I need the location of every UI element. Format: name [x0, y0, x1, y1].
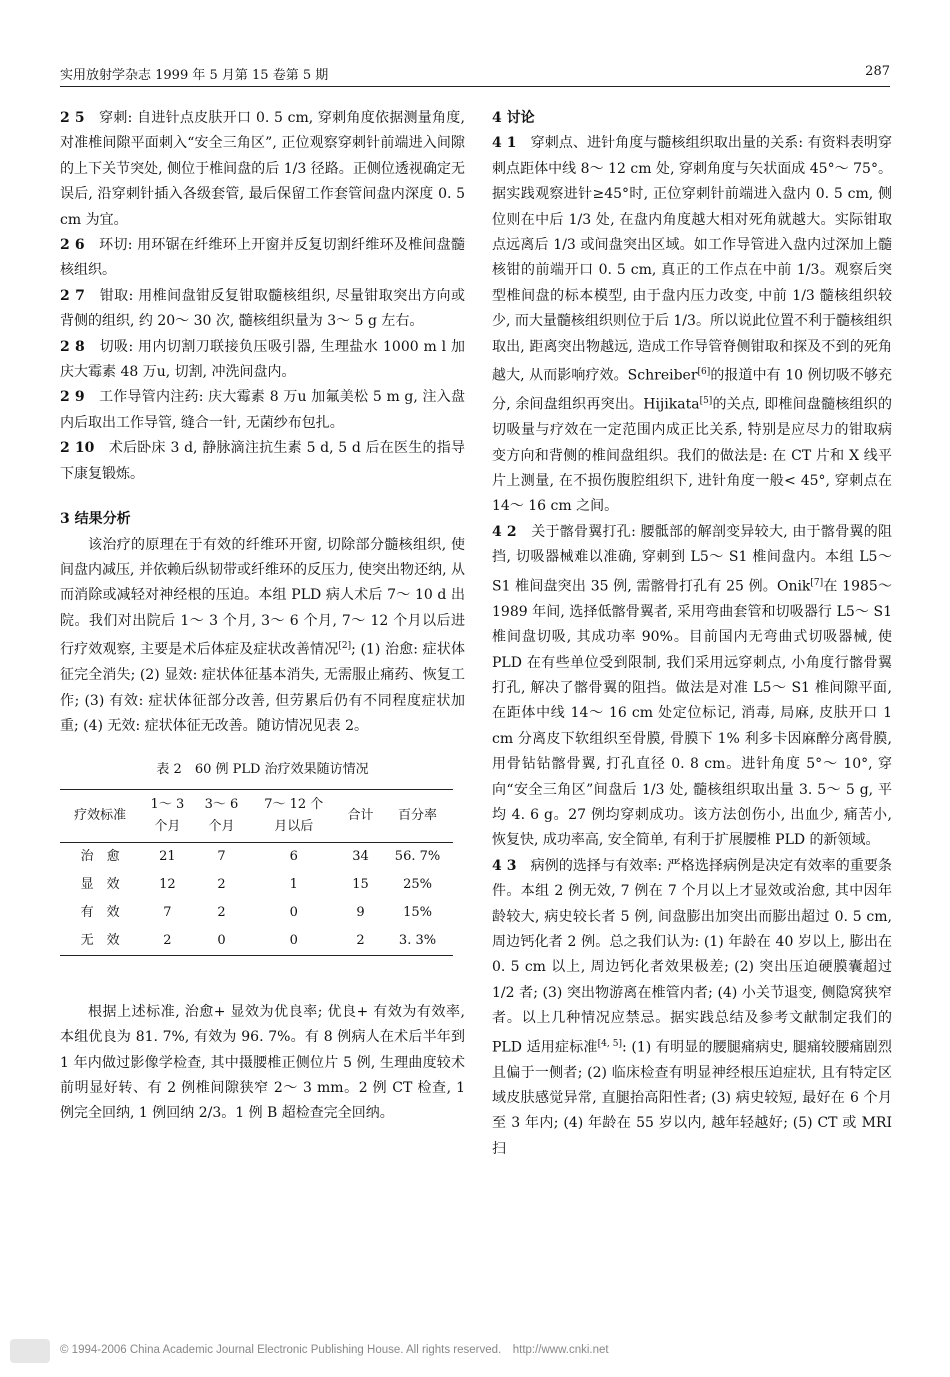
page-number: 287 — [865, 64, 890, 79]
paragraph-text: 术后卧床 3 d, 静脉滴注抗生素 5 d, 5 d 后在医生的指导下康复锻炼。 — [60, 440, 465, 482]
section-3-paragraph-1 — [60, 533, 465, 740]
table-cell: 2 — [163, 932, 172, 948]
table-cell: 有 效 — [80, 904, 120, 920]
table-cell: 显 效 — [80, 876, 120, 892]
paragraph-4-2 — [492, 520, 892, 854]
paragraph-text: 病例的选择与有效率: 严格选择病例是决定有效率的重要条件。本组 2 例无效, 7 例在 7 个月以上才显效或治愈, 其中因年龄较大, 病史较长者 5 例, 间盘膨出加突出而膨出超过 0. 5 cm, 周边钙化者 2 例。总之我们认为: (1) 年龄在 40 岁以上, 膨出在 0. 5 cm 以上, 周边钙化者效果极差; (2) 突出压迫硬膜囊超过 1/2 者; (3) 突出物游离在椎管内者; (4) 小关节退变, 侧隐窝狭窄者。以上几种情况应禁忌。据实践总结及参考文献制定我们的 PLD 适用症标准 — [492, 857, 893, 1056]
table-cell: 25% — [403, 876, 432, 892]
table-cell: 7 — [163, 904, 172, 920]
table-cell: 34 — [352, 848, 369, 864]
paragraph-text: 关于髂骨翼打孔: 腰骶部的解剖变异较大, 由于髂骨翼的阻挡, 切吸器械难以准确, 穿刺到 L5～ S1 椎间盘内。本组 L5～ S1 椎间盘突出 35 例, 需髂骨打孔有 25 例。Onik — [492, 523, 893, 595]
cnki-logo-icon — [10, 1339, 50, 1363]
paragraph-2-8 — [60, 335, 465, 386]
table-row — [60, 871, 453, 899]
table-cell: 12 — [159, 876, 176, 892]
paragraph-text: 的报道中有 10 例切吸不够充分, 余间盘组织再突出。Hijikata — [492, 367, 893, 413]
paragraph-2-9 — [60, 385, 465, 436]
section-number: 2 10 — [60, 440, 95, 457]
table-row — [60, 842, 453, 871]
table-header-cell: 7～ 12 个 月以后 — [264, 796, 324, 834]
citation: [4, 5] — [597, 1038, 623, 1049]
table-cell: 1 — [289, 876, 298, 892]
paragraph-2-5 — [60, 106, 465, 233]
table-cell: 2 — [356, 932, 365, 948]
paragraph-text: 工作导管内注药: 庆大霉素 8 万u 加氟美松 5 m g, 注入盘内后取出工作导管, 缝合一针, 无菌纱布包扎。 — [60, 389, 465, 431]
table-cell: 0 — [289, 904, 298, 920]
paragraph-text: 的关点, 即椎间盘髓核组织的切吸量与疗效在一定范围内成正比关系, 特别是应尽力的钳取病变方向和背侧的椎间盘组织。我们的做法是: 在 CT 片和 X 线平片上测量, 在不损伤腹腔组织下, 进针角度一般< 45°, 穿刺点在 14～ 16 cm 之间。 — [492, 396, 892, 515]
copyright-footer: © 1994-2006 China Academic Journal Electronic Publishing House. All rights reserved. http://www.cnki.net — [60, 1344, 609, 1356]
results-table — [60, 789, 453, 956]
section-number: 2 5 — [60, 110, 85, 126]
table-cell: 56. 7% — [394, 848, 441, 864]
paragraph-4-3 — [492, 854, 892, 1163]
table-cell: 0 — [217, 932, 226, 948]
table-cell: 0 — [289, 932, 298, 948]
paragraph-text: 该治疗的原理在于有效的纤维环开窗, 切除部分髓核组织, 使间盘内减压, 并依赖后纵韧带或纤维环的反压力, 使突出物还纳, 从而消除或减轻对神经根的压迫。本组 PLD 病人术后 7～ 10 d 出院。我们对出院后 1～ 3 个月, 3～ 6 个月, 7～ 12 个月以后进行疗效观察, 主要是术后体症及症状改善情况 — [60, 536, 465, 658]
paragraph-text: ; (1) 治愈: 症状体征完全消失; (2) 显效: 症状体征基本消失, 无需服止痛药、恢复工作; (3) 有效: 症状体征部分改善, 但劳累后仍有不同程度症状加重; (4) 无效: 症状体征无改善。随访情况见表 2。 — [60, 641, 465, 734]
section-number: 4 3 — [492, 857, 517, 874]
section-number: 4 1 — [492, 135, 517, 152]
section-number: 2 6 — [60, 237, 85, 254]
section-number: 2 8 — [60, 338, 85, 355]
table-cell: 无 效 — [80, 932, 120, 948]
paragraph-2-6 — [60, 233, 465, 284]
table-header-row — [60, 789, 453, 842]
table-header-cell: 3～ 6 个月 — [204, 796, 239, 834]
paragraph-text: 在 1985～ 1989 年间, 选择低髂骨翼者, 采用弯曲套管和切吸器行 L5～ S1 椎间盘切吸, 其成功率 90%。目前国内无弯曲式切吸器械, 使 PLD 在有些单位受到限制, 我们采用远穿刺点, 小角度行髂骨翼打孔, 解决了髂骨翼的阻挡。做法是对准 L5～ S1 椎间隙平面, 在距体中线 14～ 16 cm 处定位标记, 消毒, 局麻, 皮肤开口 1 cm 分离皮下软组织至骨膜, 骨膜下 1% 利多卡因麻醉分离骨膜, 用骨钻钻髂骨翼, 打孔直径 0. 8 cm。进针角度 5°～ 10°, 穿向“安全三角区”间盘后 1/3 处, 髓核组织取出量 3. 5～ 5 g, 平均 4. 6 g。27 例均穿刺成功。该方法创伤小, 出血少, 痛苦小, 恢复快, 成功率高, 安全简单, 有利于扩展腰椎 PLD 的新领域。 — [492, 578, 892, 849]
table-cell: 21 — [159, 848, 176, 864]
paragraph-2-7 — [60, 284, 465, 335]
paragraph-text: 穿刺: 自进针点皮肤开口 0. 5 cm, 穿刺角度依据测量角度, 对准椎间隙平面刺入“安全三角区”, 正位观察穿刺针前端进入间隙的上下关节突处, 侧位于椎间盘的后 1/3 径路。正侧位透视确定无误后, 沿穿刺针插入各级套管, 最后保留工作套管间盘内深度 0. 5 cm 为宜。 — [60, 110, 466, 228]
section-4-heading: 4 讨论 — [492, 110, 535, 126]
left-column — [60, 106, 465, 1127]
paragraph-4-1 — [492, 131, 892, 519]
table-cell: 2 — [217, 904, 226, 920]
paragraph-text: 钳取: 用椎间盘钳反复钳取髓核组织, 尽量钳取突出方向或背侧的组织, 约 20～ 30 次, 髓核组织量为 3～ 5 g 左右。 — [60, 287, 466, 330]
journal-title: 实用放射学杂志 1999 年 5 月第 15 卷第 5 期 — [60, 68, 329, 83]
table-header-cell: 百分率 — [398, 807, 438, 823]
paragraph-2-10 — [60, 436, 465, 487]
section-number: 2 9 — [60, 389, 85, 406]
table-row — [60, 927, 453, 956]
table-cell: 7 — [217, 848, 226, 864]
table-caption: 表 2 60 例 PLD 治疗效果随访情况 — [156, 762, 369, 778]
table-header-cell: 合计 — [347, 807, 374, 823]
right-column — [492, 106, 892, 1162]
citation: [6] — [697, 367, 711, 378]
paragraph-text: 穿刺点、进针角度与髓核组织取出量的关系: 有资料表明穿刺点距体中线 8～ 12 cm 处, 穿刺角度与矢状面成 45°～ 75°。据实践观察进针≥45°时, 正位穿刺针前端进入盘内 0. 5 cm, 侧位则在中后 1/3 处, 在盘内角度越大相对死角就越大。实际钳取点远离后 1/3 或间盘突出区域。如工作导管进入盘内过深加上髓核钳的前端开口 0. 5 cm, 真正的工作点在中前 1/3。观察后突型椎间盘的标本模型, 由于盘内压力改变, 中前 1/3 髓核组织较少, 而大量髓核组织则位于后 1/3。所以说此位置不利于髓核组织取出, 距离突出物越远, 造成工作导管脊侧钳取和探及不到的死角越大, 从而影响疗效。Schreiber — [492, 135, 893, 384]
citation: [2] — [338, 641, 352, 652]
table-header-cell: 疗效标准 — [74, 807, 127, 823]
table-header-cell: 1～ 3 个月 — [150, 796, 185, 834]
running-header — [60, 62, 890, 87]
section-number: 2 7 — [60, 287, 85, 304]
citation: [5] — [699, 396, 713, 407]
table-cell: 6 — [289, 848, 298, 864]
table-body — [60, 842, 453, 955]
citation: [7] — [810, 577, 824, 588]
section-3-heading: 3 结果分析 — [60, 511, 131, 528]
table-cell: 3. 3% — [398, 932, 437, 948]
table-cell: 治 愈 — [80, 848, 120, 864]
table-cell: 15% — [403, 904, 432, 920]
table-cell: 9 — [356, 904, 365, 920]
section-number: 4 2 — [492, 523, 517, 540]
table-cell: 2 — [217, 876, 226, 892]
paragraph-text: 切吸: 用内切割刀联接负压吸引器, 生理盐水 1000 m l 加庆大霉素 48 万u, 切割, 冲洗间盘内。 — [60, 338, 465, 381]
paragraph-text: 环切: 用环锯在纤维环上开窗并反复切割纤维环及椎间盘髓核组织。 — [60, 237, 466, 279]
table-cell: 15 — [352, 876, 369, 892]
paragraph-text: : (1) 有明显的腰腿痛病史, 腿痛较腰痛剧烈且偏于一侧者; (2) 临床检查有明显神经根压迫症状, 且有特定区域皮肤感觉异常, 直腿抬高阳性者; (3) 病史较短, 最好在 6 个月至 3 年内; (4) 年龄在 55 岁以内, 越年轻越好; (5) CT 或 MRI 扫 — [492, 1039, 892, 1157]
section-3-paragraph-2: 根据上述标准, 治愈+ 显效为优良率; 优良+ 有效为有效率, 本组优良为 81. 7%, 有效为 96. 7%。有 8 例病人在术后半年到 1 年内做过影像学检查, 其中摄腰椎正侧位片 5 例, 生理曲度较术前明显好转、有 2 例椎间隙狭窄 2～ 3 mm。2 例 CT 检查, 1 例完全回纳, 1 例回纳 2/3。1 例 B 超检查完全回纳。 — [60, 1003, 465, 1122]
table-row — [60, 899, 453, 927]
